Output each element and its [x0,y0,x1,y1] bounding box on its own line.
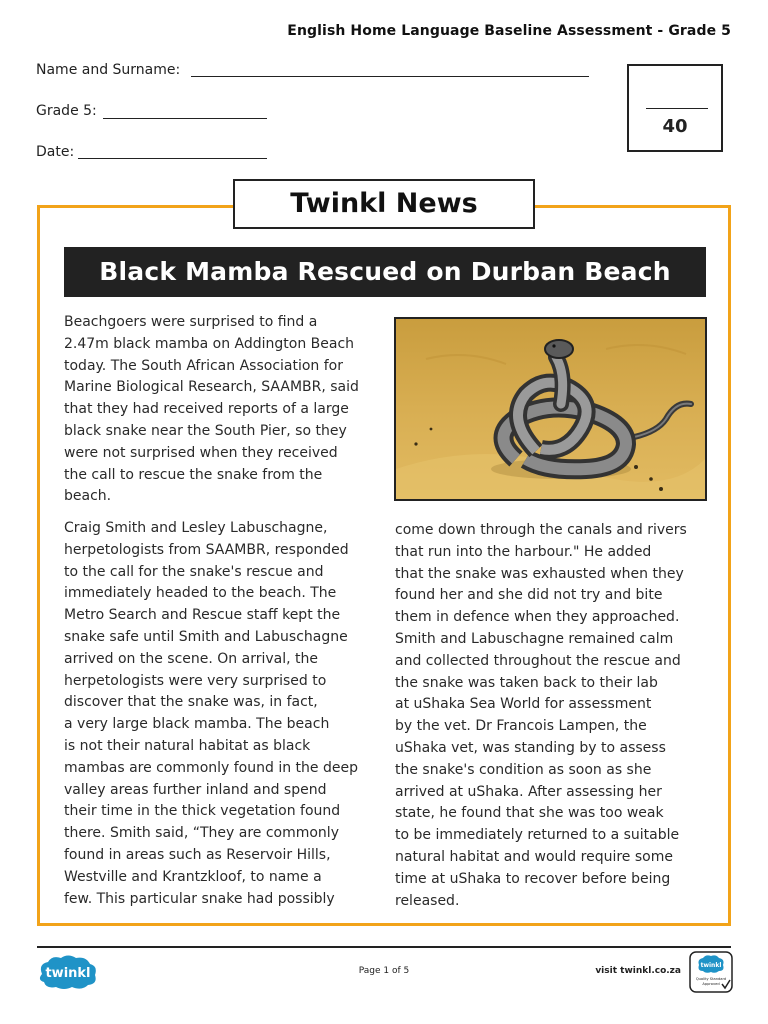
text-line: Marine Biological Research, SAAMBR, said [64,379,359,396]
text-line: is not their natural habitat as black [64,737,311,754]
text-line: state, he found that she was too weak [395,805,664,822]
text-line: snake safe until Smith and Labuschagne [64,628,348,645]
snake-drawing [396,319,705,499]
text-line: by the vet. Dr Francois Lampen, the [395,718,647,735]
text-line: Smith and Labuschagne remained calm [395,630,674,647]
text-line: time at uShaka to recover before being [395,870,671,887]
page-number: Page 1 of 5 [358,966,410,976]
svg-text:Approved: Approved [702,982,720,986]
text-line: few. This particular snake had possibly [64,890,335,907]
left-column-para1 [64,312,359,508]
grade-field [36,103,97,119]
text-line: them in defence when they approached. [395,609,680,626]
text-line: arrived at uShaka. After assessing her [395,783,662,800]
text-line: Beachgoers were surprised to find a [64,314,318,330]
name-input-line[interactable] [191,76,589,77]
text-line: valley areas further inland and spend [64,781,327,798]
text-line: and collected throughout the rescue and [395,652,681,669]
text-line: black snake near the South Pier, so they [64,422,347,439]
text-line: uShaka vet, was standing by to assess [395,739,666,756]
text-line: herpetologists were very surprised to [64,672,327,689]
text-line: to the call for the snake's rescue and [64,563,324,580]
text-line: the snake's condition as soon as she [395,761,652,778]
name-field [36,62,180,78]
text-line: to be immediately returned to a suitable [395,827,680,844]
text-line: their time in the thick vegetation found [64,803,341,820]
text-line: herpetologists from SAAMBR, responded [64,541,349,558]
text-line: 2.47m black mamba on Addington Beach [64,335,355,352]
text-line: that they had received reports of a large [64,401,349,418]
text-line: found her and she did not try and bite [395,587,663,604]
name-label: Name and Surname: [36,62,181,78]
text-line: discover that the snake was, in fact, [64,694,318,711]
score-box [627,64,723,152]
footer-divider [37,946,731,948]
quality-standard-badge [689,951,733,997]
text-line: mambas are commonly found in the deep [64,759,358,776]
text-line: released. [395,892,460,909]
score-total: 40 [662,116,688,137]
text-line: beach. [64,488,112,505]
right-column-para [395,520,687,912]
masthead-title: Twinkl News [233,179,535,229]
svg-text:twinkl: twinkl [700,962,722,969]
badge-icon [689,951,733,993]
text-line: that run into the harbour." He added [395,543,652,560]
text-line: arrived on the scene. On arrival, the [64,650,318,667]
text-line: a very large black mamba. The beach [64,716,330,733]
text-line: the call to rescue the snake from the [64,466,323,483]
text-line: Westville and Krantzkloof, to name a [64,868,322,885]
text-line: Craig Smith and Lesley Labuschagne, [64,520,328,536]
svg-text:Quality Standard: Quality Standard [695,977,727,981]
date-label: Date: [36,144,75,160]
text-line: at uShaka Sea World for assessment [395,696,652,713]
assessment-header-title: English Home Language Baseline Assessment - Grade 5 [287,23,731,39]
left-column-para2 [64,518,358,910]
logo-text: twinkl [45,966,91,981]
text-line: there. Smith said, “They are commonly [64,825,339,842]
black-mamba-illustration [394,317,707,501]
text-line: were not surprised when they received [64,444,338,461]
text-line: Metro Search and Rescue staff kept the [64,607,341,624]
text-line: the snake was taken back to their lab [395,674,658,691]
grade-label: Grade 5: [36,103,97,119]
grade-input-line[interactable] [103,118,267,119]
text-line: natural habitat and would require some [395,848,673,865]
date-field [36,144,74,160]
text-line: come down through the canals and rivers [395,522,687,538]
text-line: today. The South African Association for [64,357,344,374]
visit-link[interactable]: visit twinkl.co.za [595,966,681,976]
date-input-line[interactable] [78,158,267,159]
text-line: immediately headed to the beach. The [64,585,337,602]
text-line: found in areas such as Reservoir Hills, [64,846,331,863]
text-line: that the snake was exhausted when they [395,565,684,582]
score-divider [646,108,708,109]
article-headline: Black Mamba Rescued on Durban Beach [64,247,706,297]
